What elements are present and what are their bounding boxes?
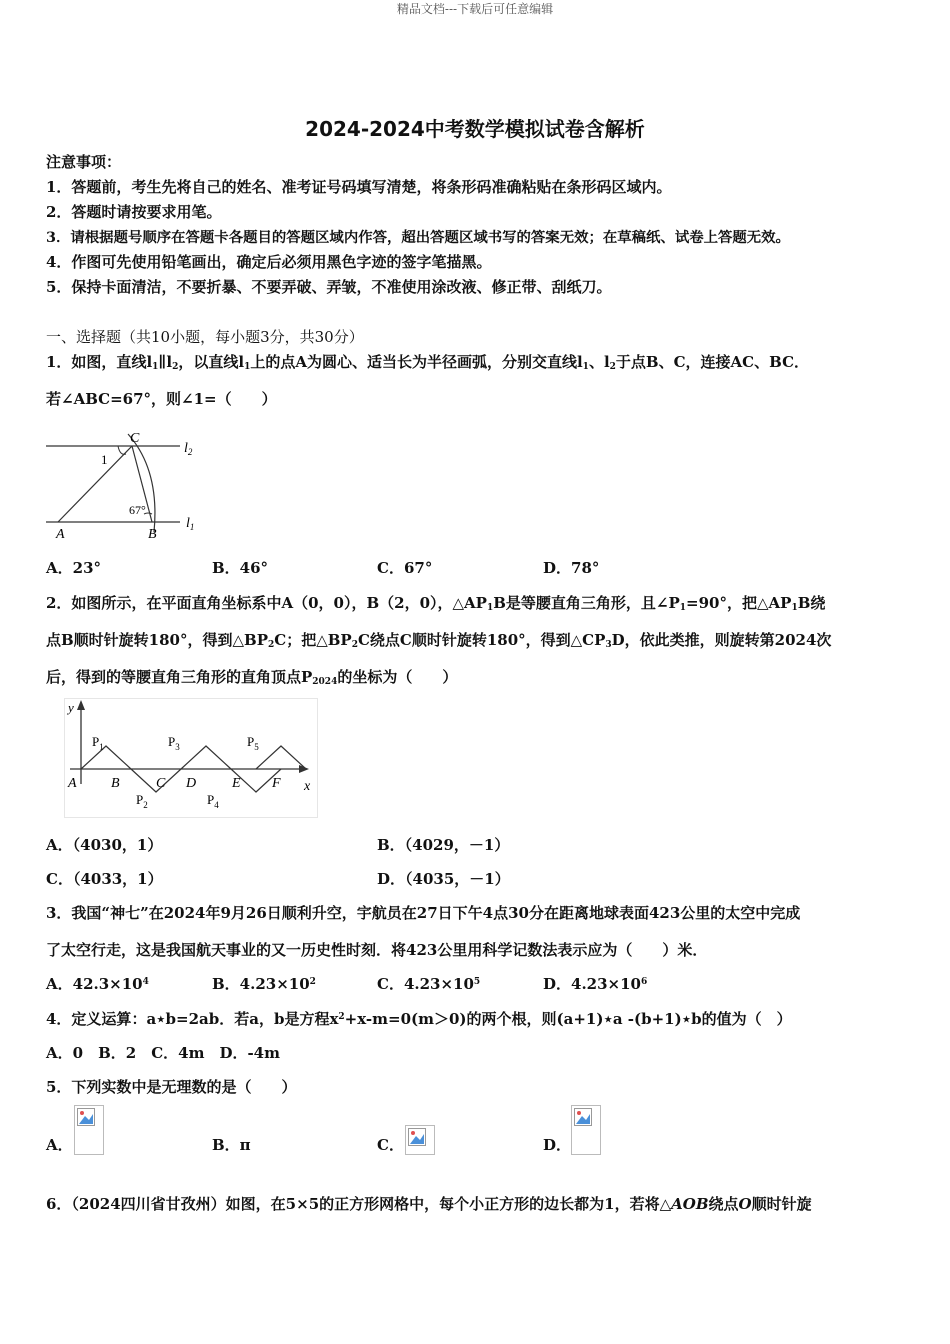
segment-ac xyxy=(58,446,132,522)
q2-option-a[interactable]: A．（4030，1） xyxy=(46,836,163,854)
label-e: E xyxy=(232,776,241,791)
broken-image-icon xyxy=(77,1108,95,1126)
q1-option-a[interactable]: A．23° xyxy=(46,559,102,577)
q3-stem-line2: 了太空行走，这是我国航天事业的又一历史性时刻．将423公里用科学记数法表示应为（ ）米． xyxy=(46,941,708,959)
q3-option-c[interactable]: C．$4.23\times 10^5$ xyxy=(377,975,481,993)
notice-item: 5．保持卡面清洁，不要折暴、不要弄破、弄皱，不准使用涂改液、修正带、刮纸刀。 xyxy=(46,278,612,296)
notice-item: 4．作图可先使用铅笔画出，确定后必须用黑色字迹的签字笔描黑。 xyxy=(46,253,492,271)
q5-option-c[interactable]: C． xyxy=(377,1136,404,1154)
label-x: x xyxy=(304,779,311,794)
q2-option-c[interactable]: C．（4033，1） xyxy=(46,870,163,888)
label-l1: $l_1$ xyxy=(186,516,195,532)
q1-figure xyxy=(44,420,204,542)
q4-stem: 4．定义运算：a⋆b=2ab．若a，b是方程$x^2+x-m=0(m>0)$的两个根，则(a+1)⋆a -(b+1)⋆b的值为（ ） xyxy=(46,1010,792,1028)
q3-option-b[interactable]: B．$4.23\times 10^2$ xyxy=(212,975,316,993)
label-b: B xyxy=(148,527,157,542)
page-header: 精品文档---下载后可任意编辑 xyxy=(396,2,554,16)
label-l2: $l_2$ xyxy=(184,441,193,457)
label-d: D xyxy=(186,776,197,791)
notice-heading: 注意事项： xyxy=(46,153,122,171)
q1-option-d[interactable]: D．78° xyxy=(543,559,600,577)
q4-options[interactable]: A．0 B．2 C．4m D．-4m xyxy=(46,1044,280,1062)
label-c: C xyxy=(130,431,140,446)
notice-item: 2．答题时请按要求用笔。 xyxy=(46,203,222,221)
q2-option-d[interactable]: D．（4035，－1） xyxy=(377,870,510,888)
q2-option-b[interactable]: B．（4029，－1） xyxy=(377,836,510,854)
q5-option-d-image xyxy=(571,1105,601,1155)
q5-option-b[interactable]: B．π xyxy=(212,1136,251,1154)
q2-stem-line1: 2．如图所示，在平面直角坐标系中A（0，0），B（2，0），$\triangle AP_1B$是等腰直角三角形，且$\angle P_1=90^\circ$，把$\triangle AP_1B$绕 xyxy=(46,594,826,613)
notice-item: 1．答题前，考生先将自己的姓名、准考证号码填写清楚，将条形码准确粘贴在条形码区域内。 xyxy=(46,178,672,196)
q3-option-d[interactable]: D．$4.23\times 10^6$ xyxy=(543,975,648,993)
broken-image-icon xyxy=(574,1108,592,1126)
x-axis-arrow xyxy=(299,765,309,773)
page-title: 2024-2024中考数学模拟试卷含解析 xyxy=(305,117,645,141)
label-p4: $P_4$ xyxy=(207,792,219,810)
label-p2: $P_2$ xyxy=(136,792,148,810)
q3-stem-line1: 3．我国“神七”在2024年9月26日顺利升空，宇航员在27日下午4点30分在距离地球表面423公里的太空中完成 xyxy=(46,904,801,922)
label-p5: $P_5$ xyxy=(247,734,259,752)
section-heading: 一、选择题（共10小题，每小题3分，共30分） xyxy=(46,328,364,346)
q1-stem-line2: 若∠ABC=67°，则∠1=（ ） xyxy=(46,390,277,408)
q5-option-a[interactable]: A． xyxy=(46,1136,73,1154)
y-axis-arrow xyxy=(77,700,85,710)
q5-option-c-image xyxy=(405,1125,435,1155)
label-b: B xyxy=(111,776,120,791)
q5-option-d[interactable]: D． xyxy=(543,1136,572,1154)
label-c: C xyxy=(156,776,166,791)
label-f: F xyxy=(272,776,281,791)
q3-option-a[interactable]: A．$42.3\times 10^4$ xyxy=(46,975,149,993)
triangle-5 xyxy=(256,746,306,769)
q1-option-c[interactable]: C．67° xyxy=(377,559,433,577)
label-a: A xyxy=(68,776,77,791)
q2-figure xyxy=(64,698,318,818)
broken-image-icon xyxy=(408,1128,426,1146)
label-angle-67: 67° xyxy=(129,503,146,517)
q5-stem: 5．下列实数中是无理数的是（ ） xyxy=(46,1078,297,1096)
label-angle-1: 1 xyxy=(101,452,108,467)
notice-item: 3．请根据题号顺序在答题卡各题目的答题区域内作答，超出答题区域书写的答案无效；在草稿纸、试卷上答题无效。 xyxy=(46,229,790,246)
q6-stem: 6．（2024四川省甘孜州）如图，在5×5的正方形网格中，每个小正方形的边长都为1，若将△AOB绕点O顺时针旋 xyxy=(46,1195,812,1213)
label-p3: $P_3$ xyxy=(168,734,180,752)
q2-stem-line3: 后，得到的等腰直角三角形的直角顶点$P_{2024}$的坐标为（ ） xyxy=(46,668,458,687)
q1-stem-line1: 1．如图，直线$l_1\parallel l_2$，以直线$l_1$上的点A为圆心、适当长为半径画弧，分别交直线$l_1$、$l_2$于点B、C，连接AC、BC． xyxy=(46,353,810,372)
label-p1: $P_1$ xyxy=(92,734,104,752)
q1-option-b[interactable]: B．46° xyxy=(212,559,269,577)
q2-stem-line2: 点B顺时针旋转180°，得到$\triangle BP_2C$；把$\triangle BP_2C$绕点C顺时针旋转180°，得到$\triangle CP_3D$，依此类推，则旋转第2024次 xyxy=(46,631,832,650)
label-y: y xyxy=(68,700,74,715)
label-a: A xyxy=(56,527,65,542)
q5-option-a-image xyxy=(74,1105,104,1155)
